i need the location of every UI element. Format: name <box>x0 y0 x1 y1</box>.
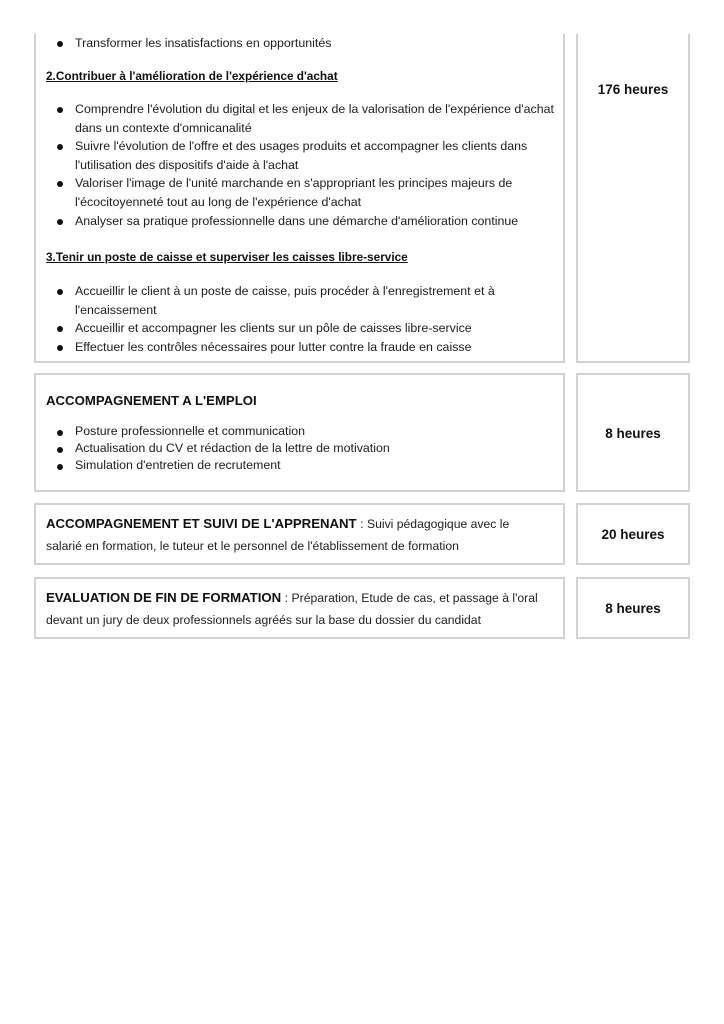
list-item: Analyser sa pratique professionnelle dans une démarche d'amélioration continue <box>46 212 558 231</box>
list-item: Transformer les insatisfactions en opportunités <box>46 34 556 53</box>
top-list <box>46 34 556 53</box>
block-title: ACCOMPAGNEMENT ET SUIVI DE L'APPRENANT <box>46 516 357 531</box>
separator: : <box>356 517 367 531</box>
module-content-box <box>34 34 565 363</box>
hours-box <box>576 577 690 639</box>
section-2-title: 2.Contribuer à l'amélioration de l'expérience d'achat <box>46 69 338 83</box>
list-item: Suivre l'évolution de l'offre et des usages produits et accompagner les clients dans l'utilisation des dispositifs d'aide à l'achat <box>46 137 558 174</box>
section-2-list <box>46 100 558 230</box>
list-item: Accueillir le client à un poste de caisse, puis procéder à l'enregistrement et à l'encaissement <box>46 282 541 319</box>
hours-box <box>576 34 690 363</box>
list-item: Actualisation du CV et rédaction de la lettre de motivation <box>46 440 546 457</box>
block-paragraph <box>46 513 536 557</box>
section-3-list <box>46 282 541 356</box>
list-item: Accueillir et accompagner les clients sur un pôle de caisses libre-service <box>46 319 541 338</box>
hours-value: 176 heures <box>597 82 669 97</box>
list-item: Valoriser l'image de l'unité marchande en s'appropriant les principes majeurs de l'écocitoyenneté tout au long de l'expérience d'achat <box>46 174 558 211</box>
final-evaluation-box <box>34 577 565 639</box>
hours-box <box>576 503 690 565</box>
block-title: EVALUATION DE FIN DE FORMATION <box>46 590 282 605</box>
separator: : <box>281 591 292 605</box>
block-title: ACCOMPAGNEMENT A L'EMPLOI <box>46 393 257 408</box>
employment-list <box>46 423 546 474</box>
block-description: Préparation, Etude de cas, et passage à l'oral devant un jury de deux professionnels agréés sur la base du dossier du candidat <box>46 591 538 627</box>
hours-value: 20 heures <box>601 527 665 542</box>
list-item: Simulation d'entretien de recrutement <box>46 457 546 474</box>
block-paragraph <box>46 587 546 631</box>
list-item: Comprendre l'évolution du digital et les enjeux de la valorisation de l'expérience d'achat dans un contexte d'omnicanalité <box>46 100 558 137</box>
list-item: Effectuer les contrôles nécessaires pour lutter contre la fraude en caisse <box>46 338 541 357</box>
hours-value: 8 heures <box>605 601 661 616</box>
list-item: Posture professionnelle et communication <box>46 423 546 440</box>
hours-value: 8 heures <box>605 426 661 441</box>
section-3-title: 3.Tenir un poste de caisse et superviser les caisses libre-service <box>46 250 408 264</box>
block-description: Suivi pédagogique avec le salarié en formation, le tuteur et le personnel de l'établissement de formation <box>46 517 510 553</box>
hours-box <box>576 373 690 492</box>
learner-support-box <box>34 503 565 565</box>
employment-support-box <box>34 373 565 492</box>
